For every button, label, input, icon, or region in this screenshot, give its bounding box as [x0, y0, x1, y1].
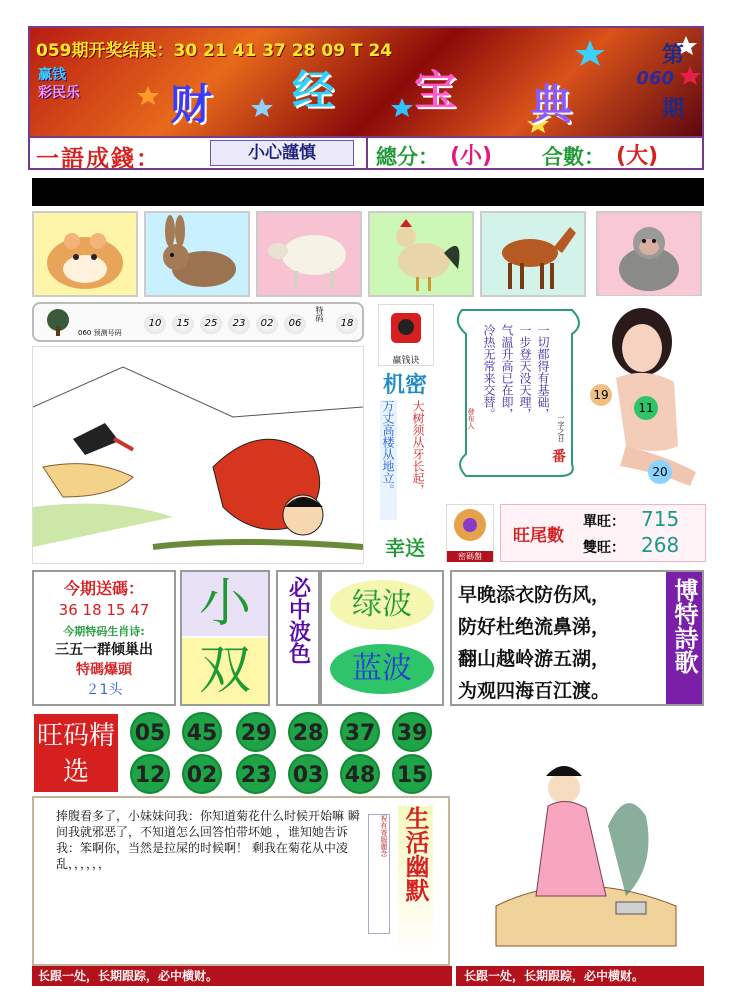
scroll-line: 气温升高已在即，: [500, 324, 514, 420]
prediction-strip: [32, 302, 364, 342]
prediction-number: 02: [256, 314, 278, 334]
poem-line: 为观四海百江渡。: [458, 680, 611, 702]
poem-line: 翻山越岭游五湖，: [458, 648, 611, 670]
hot-label: 旺码精选: [34, 714, 118, 792]
hot-ball: 45: [182, 712, 222, 752]
issue-suffix: 期: [661, 97, 684, 122]
prediction-number: 25: [200, 314, 222, 334]
hamster-icon: [32, 211, 138, 297]
head-value: ２1头: [85, 682, 123, 698]
scroll-line: 冷热无常来交替。: [482, 324, 496, 420]
head-label: 特碼爆頭: [76, 662, 132, 678]
disc-icon: [447, 505, 493, 547]
motto-value: 小心謹慎: [210, 140, 354, 166]
title-char-1: 财: [170, 80, 213, 129]
issue-number: 060: [636, 68, 674, 89]
sheep-icon: [256, 211, 362, 297]
hot-numbers-box: [32, 712, 452, 794]
horse-icon: [480, 211, 586, 297]
scroll-side-text: 一字之日: [557, 414, 565, 442]
single-label: 單旺：: [583, 514, 625, 530]
double-value: 268: [641, 533, 680, 557]
scroll-tail: 番: [552, 449, 566, 465]
prediction-label: 060 预测号码: [78, 329, 122, 337]
win-money-label: 赢钱诀: [392, 356, 420, 366]
hot-ball: 02: [182, 754, 222, 794]
title-char-3: 宝: [414, 66, 457, 115]
secret-right-column: 大树须从牙长起，: [411, 400, 425, 496]
prediction-number: 15: [172, 314, 194, 334]
bag-icon: [379, 305, 433, 349]
story-text: 捧腹看多了，小妹妹问我：你知道菊花什么时候开始嘛 瞬间我就邪恶了，不知道怎么回答怕带坏她 ，谁知她告诉我：笨啊你，当然是拉屎的时候啊！ 剩我在菊花从中凌乱，，，，，，: [56, 809, 360, 871]
special-number: 18: [336, 314, 358, 334]
title-char-2: 经: [292, 66, 335, 115]
total-score-value: (小): [450, 144, 493, 169]
must-wave-text: 必中波色: [285, 576, 311, 664]
size-bottom: 双: [182, 638, 268, 704]
badge-ball: 19: [590, 384, 612, 406]
poem-box: [450, 570, 704, 706]
header-banner: [28, 26, 704, 138]
prediction-number: 23: [228, 314, 250, 334]
slogan-line2: 彩民乐: [38, 85, 80, 101]
black-banner-bar: [32, 178, 704, 206]
size-top: 小: [182, 572, 268, 636]
story-side-small: 祝有寄服麗念: [368, 814, 390, 934]
hot-ball: 03: [288, 754, 328, 794]
slogan-line1: 赢钱: [38, 67, 66, 83]
total-score-label: 總分：: [376, 145, 439, 169]
scroll-line: 一步登天没天理，: [518, 324, 532, 420]
special-label: 特码: [315, 306, 324, 322]
issue-prefix: 第: [661, 43, 684, 68]
monkey-icon: [596, 211, 702, 297]
single-value: 715: [641, 507, 680, 531]
hot-ball: 29: [236, 712, 276, 752]
hot-ball: 28: [288, 712, 328, 752]
secret-bottom: 幸送: [385, 536, 425, 560]
hot-ball: 39: [392, 712, 432, 752]
hot-ball: 48: [340, 754, 380, 794]
send-title: 今期送碼：: [63, 579, 144, 598]
cartoon-illustration: [32, 346, 364, 564]
footer-right: 长跟一处，长期跟踪，必中横财。: [456, 966, 704, 986]
scroll-poem: [452, 304, 586, 480]
tree-icon: [38, 308, 78, 336]
poem-line: 防好杜绝流鼻涕，: [458, 616, 611, 638]
code-disc-label: 密碼盤: [447, 551, 493, 562]
badge-ball: 20: [648, 460, 672, 484]
poem-label: 今期特码生肖诗:: [63, 625, 145, 638]
model-photo: [586, 296, 710, 496]
double-label: 雙旺：: [583, 540, 625, 556]
brand-slogan: [38, 66, 138, 102]
hot-ball: 23: [236, 754, 276, 794]
send-numbers: 36 18 15 47: [58, 601, 150, 619]
zodiac-poem: 三五一群倾巢出: [55, 642, 153, 658]
footer-left: 长跟一处，长期跟踪，必中横财。: [32, 966, 452, 986]
hot-ball: 15: [392, 754, 432, 794]
humor-story-box: [32, 796, 450, 966]
secret-title: 机密: [382, 373, 427, 398]
win-money-badge: [378, 304, 434, 366]
sum-value: (大): [616, 144, 659, 169]
sum-label: 合數：: [542, 145, 605, 169]
lady-illustration: [456, 716, 704, 964]
secret-panel: [370, 368, 440, 562]
motto-label: 一語成錢：: [36, 146, 161, 172]
wave-color-box: [320, 570, 444, 706]
size-box: [180, 570, 270, 706]
draw-result: 059期开奖结果：30 21 41 37 28 09 T 24: [36, 41, 393, 61]
rooster-icon: [368, 211, 474, 297]
rabbit-icon: [144, 211, 250, 297]
send-codes-box: [32, 570, 176, 706]
tail-label: 旺尾數: [513, 526, 564, 546]
prediction-number: 06: [284, 314, 306, 334]
code-disc-badge: [446, 504, 494, 562]
secret-left-column: 万丈高楼从地立。: [380, 400, 397, 520]
badge-ball: 11: [634, 396, 658, 420]
prediction-number: 10: [144, 314, 166, 334]
title-char-4: 典: [530, 80, 573, 129]
wave-second: 蓝波: [330, 644, 434, 694]
scroll-author: 發布人: [467, 408, 475, 429]
must-wave-box: [276, 570, 320, 706]
wave-first: 绿波: [330, 580, 434, 630]
hot-ball: 37: [340, 712, 380, 752]
story-side-title: 生活幽默: [398, 806, 433, 960]
motto-row: [28, 136, 704, 170]
motto-divider: [366, 138, 368, 168]
scroll-line: 一切都得有基础，: [536, 324, 550, 420]
hot-ball: 12: [130, 754, 170, 794]
tail-numbers-panel: [500, 504, 706, 562]
hot-ball: 05: [130, 712, 170, 752]
poem-side: 博特詩歌: [666, 572, 702, 704]
poem-line: 早晚添衣防伤风，: [458, 584, 611, 606]
